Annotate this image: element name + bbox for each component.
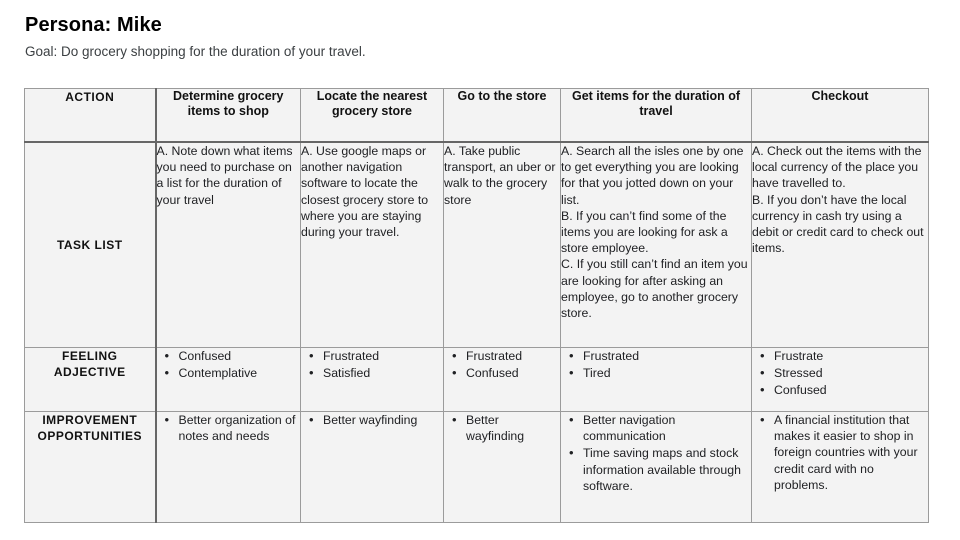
- list-item: • Confused: [466, 365, 556, 381]
- bullet-list: [561, 412, 751, 494]
- table-row: [25, 142, 929, 348]
- cell-1-3: [444, 142, 561, 348]
- cell-2-2: [301, 348, 444, 412]
- row-label-line: IMPROVEMENT: [42, 413, 138, 427]
- bullet-list: [444, 412, 560, 444]
- list-item: • Confused: [774, 382, 924, 398]
- task-paragraph: B. If you can’t find some of the items you are looking for ask a store employee.: [561, 208, 728, 256]
- list-item: • Frustrate: [774, 348, 924, 364]
- list-item: • Frustrated: [466, 348, 556, 364]
- list-item: • Better wayfinding: [466, 412, 556, 444]
- list-item: • Time saving maps and stock information available through software.: [583, 445, 747, 494]
- list-item: • Satisfied: [323, 365, 439, 381]
- column-header-1: Determine grocery items to shop: [156, 89, 301, 143]
- table-row: [25, 348, 929, 412]
- task-paragraph: B. If you don’t have the local currency in cash try using a debit or credit card to check out items.: [752, 192, 924, 256]
- persona-goal-text: Goal: Do grocery shopping for the duration of your travel.: [25, 44, 366, 59]
- cell-3-2: [301, 412, 444, 523]
- task-paragraph: A. Take public transport, an uber or walk to the grocery store: [444, 144, 556, 207]
- task-paragraph: A. Check out the items with the local currency of the place you have travelled to.: [752, 144, 922, 191]
- cell-3-1: [156, 412, 301, 523]
- bullet-list: [301, 412, 443, 428]
- page-title: Persona: Mike: [25, 14, 162, 36]
- bullet-list: [301, 348, 443, 381]
- bullet-list: [752, 348, 928, 399]
- row-label-line: TASK LIST: [56, 238, 123, 252]
- bullet-list: [157, 412, 301, 444]
- cell-2-1: [156, 348, 301, 412]
- cell-1-5: [752, 142, 929, 348]
- cell-1-1: [156, 142, 301, 348]
- task-paragraph: A. Search all the isles one by one to get everything you are looking for that you jotted down on your list.: [561, 144, 744, 207]
- task-paragraph: C. If you still can’t find an item you are looking for after asking an employee, go to another grocery store.: [561, 257, 748, 321]
- journey-map-table: [24, 88, 929, 523]
- cell-2-5: [752, 348, 929, 412]
- row-label-line: FEELING: [61, 349, 118, 363]
- task-paragraph: A. Note down what items you need to purchase on a list for the duration of your travel: [156, 144, 293, 207]
- table-header-row: [25, 89, 929, 143]
- bullet-list: [561, 348, 751, 381]
- list-item: • Contemplative: [179, 365, 297, 381]
- list-item: • Stressed: [774, 365, 924, 381]
- column-header-3: Go to the store: [444, 89, 561, 143]
- column-header-4: Get items for the duration of travel: [561, 89, 752, 143]
- column-header-2: Locate the nearest grocery store: [301, 89, 444, 143]
- list-item: • Frustrated: [323, 348, 439, 364]
- cell-2-3: [444, 348, 561, 412]
- cell-3-4: [561, 412, 752, 523]
- list-item: • Tired: [583, 365, 747, 381]
- column-header-5: Checkout: [752, 89, 929, 143]
- cell-2-4: [561, 348, 752, 412]
- cell-1-4: [561, 142, 752, 348]
- cell-1-2: [301, 142, 444, 348]
- list-item: • Better organization of notes and needs: [179, 412, 297, 444]
- list-item: • Better wayfinding: [323, 412, 439, 428]
- header-action-label: ACTION: [25, 89, 156, 143]
- list-item: • A financial institution that makes it easier to shop in foreign countries with your credit card with no problems.: [774, 412, 924, 493]
- bullet-list: [444, 348, 560, 381]
- row-label-line: OPPORTUNITIES: [37, 429, 142, 443]
- row-label-line: ADJECTIVE: [53, 365, 126, 379]
- list-item: • Confused: [179, 348, 297, 364]
- bullet-list: [157, 348, 301, 381]
- list-item: • Better navigation communication: [583, 412, 747, 444]
- cell-3-3: [444, 412, 561, 523]
- row-label: [25, 412, 156, 523]
- table-row: [25, 412, 929, 523]
- task-paragraph: A. Use google maps or another navigation software to locate the closest grocery store to where you are staying during your travel.: [301, 144, 429, 240]
- row-label: [25, 142, 156, 348]
- bullet-list: [752, 412, 928, 493]
- list-item: • Frustrated: [583, 348, 747, 364]
- cell-3-5: [752, 412, 929, 523]
- row-label: [25, 348, 156, 412]
